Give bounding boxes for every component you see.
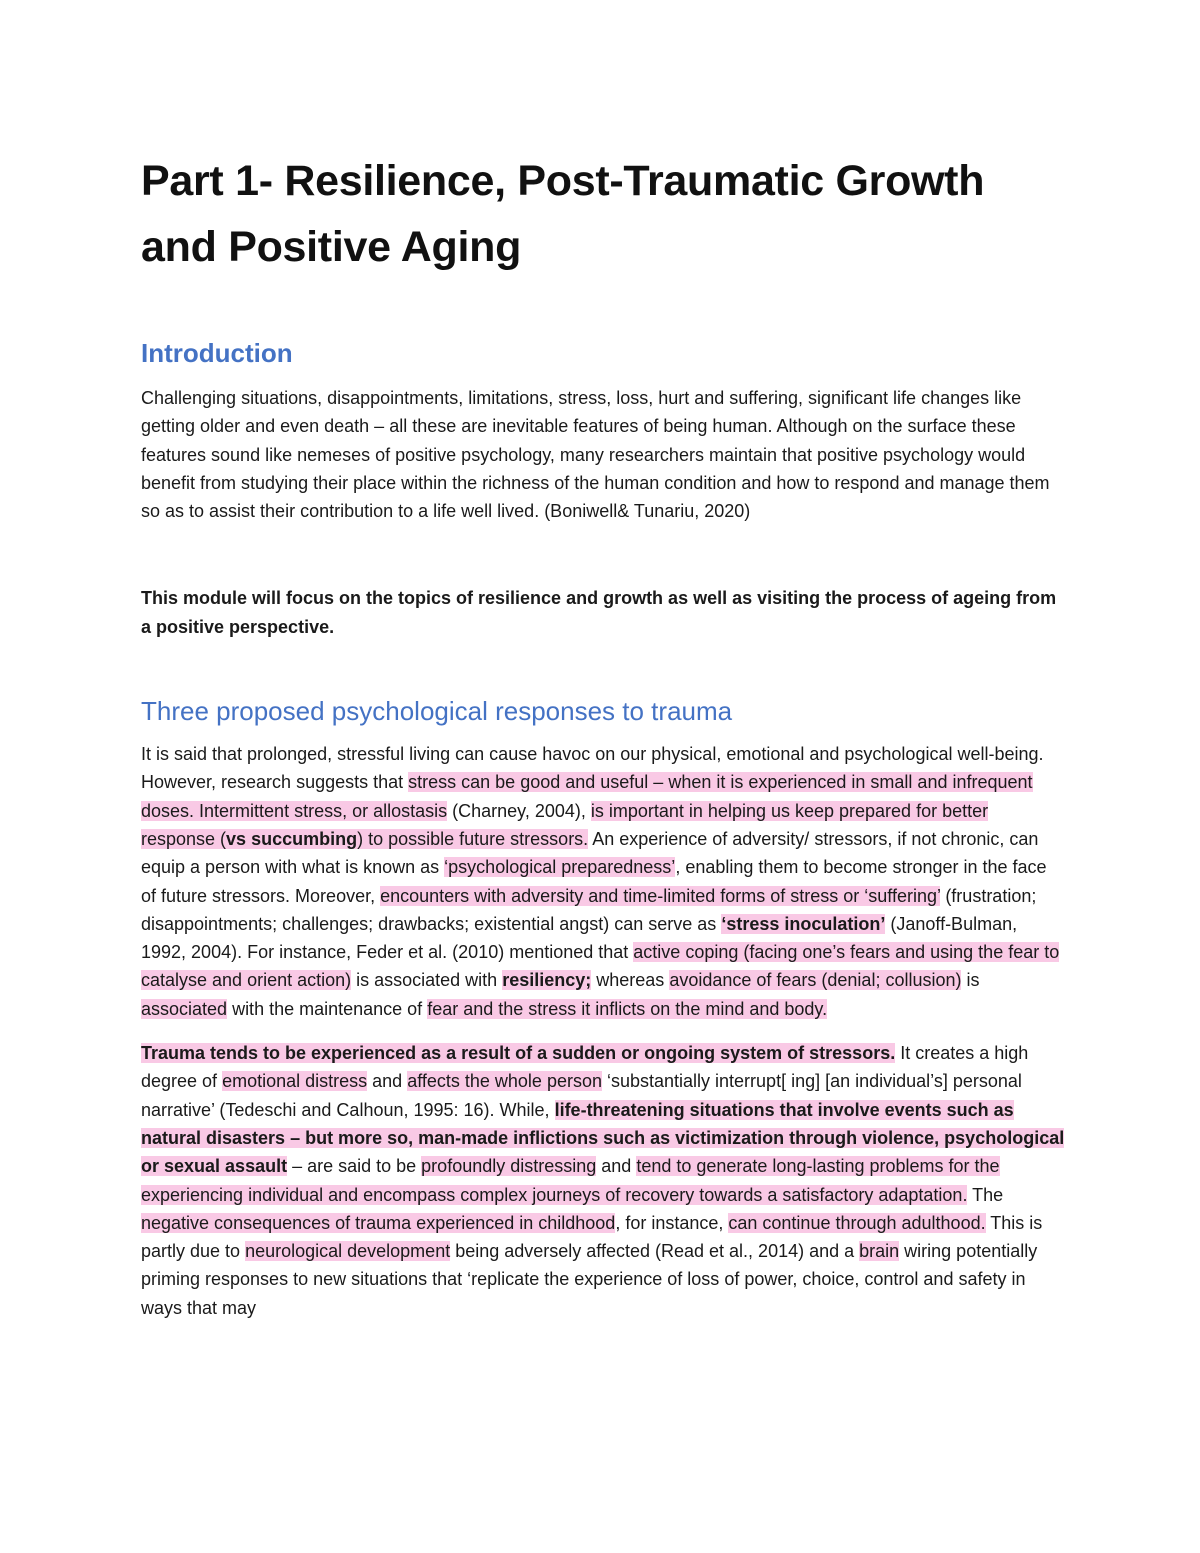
introduction-heading: Introduction [141, 338, 293, 368]
text-run: – are said to be [287, 1156, 422, 1177]
highlight-bold: Trauma tends to be experienced as a result of a sudden or ongoing system of stressors. [141, 1043, 896, 1064]
text-run: (frustration; disappointments; challenges; drawbacks; existential angst) can serve as [141, 885, 1037, 934]
text-run: , enabling them to become stronger in the face of future stressors. Moreover, [141, 857, 1047, 906]
highlight-bold: ‘stress inoculation’ [721, 913, 886, 934]
stress-paragraph [141, 740, 1066, 1023]
text-run: , for instance, [615, 1212, 729, 1233]
highlight: avoidance of fears (denial; collusion) [669, 970, 962, 991]
highlight: can continue through adulthood. [728, 1212, 986, 1233]
module-focus-statement: This module will focus on the topics of resilience and growth as well as visiting the process of ageing from a positive perspective. [141, 588, 1057, 637]
highlight: neurological development [245, 1241, 451, 1262]
highlight-bold: life-threatening situations that involve events such as natural disasters – but more so, man-made inflictions such as victimization through violence, psychological or sexual assault [141, 1099, 1065, 1177]
text-run: The [967, 1184, 1004, 1205]
trauma-responses-heading: Three proposed psychological responses to trauma [141, 696, 733, 727]
highlight: active coping (facing one’s fears and using the fear to catalyse and orient action) [141, 942, 1060, 991]
highlight: negative consequences of trauma experienced in childhood [141, 1212, 616, 1233]
text-run: An experience of adversity/ stressors, if not chronic, can equip a person with what is known as [141, 828, 1039, 878]
highlight: profoundly distressing [421, 1156, 597, 1177]
text-run: with the maintenance of [227, 998, 428, 1019]
text-run: It is said that prolonged, stressful living can cause havoc on our physical, emotional and psychological well-being. However, research suggests that [141, 744, 1044, 793]
highlight: is important in helping us keep prepared for better response ( [141, 800, 989, 849]
highlight: brain [859, 1241, 900, 1262]
document-content [141, 148, 1066, 1322]
text-run: and [367, 1071, 408, 1092]
highlight: associated [141, 998, 228, 1019]
text-run: It creates a high degree of [141, 1043, 1029, 1092]
highlight: tend to generate long-lasting problems for the experiencing individual and encompass complex journeys of recovery towards a satisfactory adaptation. [141, 1156, 1000, 1205]
text-run: whereas [591, 970, 670, 991]
highlight: affects the whole person [407, 1071, 602, 1092]
text-run: and [596, 1156, 637, 1177]
highlight: ) to possible future stressors. [357, 828, 589, 849]
text-run: wiring potentially priming responses to new situations that ‘replicate the experience of loss of power, choice, control and safety in ways that may [141, 1241, 1038, 1318]
highlight-bold: resiliency; [502, 970, 592, 991]
text-run: (Janoff-Bulman, 1992, 2004). For instance, Feder et al. (2010) mentioned that [141, 913, 1018, 963]
text-run: is associated with [351, 970, 503, 991]
highlight: fear and the stress it inflicts on the mind and body. [427, 998, 828, 1019]
introduction-paragraph: Challenging situations, disappointments, limitations, stress, loss, hurt and suffering, significant life changes like getting older and even death – all these are inevitable features of being human. Although on the surface these features sound like nemeses of positive psychology, many researchers maintain that positive psychology would benefit from studying their place within the richness of the human condition and how to respond and manage them so as to assist their contribution to a life well lived. (Boniwell& Tunariu, 2020) [141, 388, 1050, 522]
highlight-bold: vs succumbing [226, 828, 358, 849]
text-run: is [961, 970, 980, 991]
highlight: stress can be good and useful – when it is experienced in small and infrequent doses. Intermittent stress, or allostasis [141, 772, 1033, 821]
text-run: (Charney, 2004), [447, 800, 591, 821]
text-run: This is partly due to [141, 1212, 1043, 1262]
highlight: emotional distress [222, 1071, 368, 1092]
highlight: ‘psychological preparedness’ [444, 857, 676, 878]
text-run: being adversely affected (Read et al., 2014) and a [450, 1241, 860, 1262]
text-run: ‘substantially interrupt[ ing] [an individual’s] personal narrative’ (Tedeschi and Calhoun, 1995: 16). While, [141, 1071, 1022, 1120]
trauma-paragraph [141, 1039, 1066, 1322]
highlight: encounters with adversity and time-limited forms of stress or ‘suffering’ [380, 885, 941, 906]
page-title: Part 1- Resilience, Post-Traumatic Growth and Positive Aging [141, 157, 985, 271]
